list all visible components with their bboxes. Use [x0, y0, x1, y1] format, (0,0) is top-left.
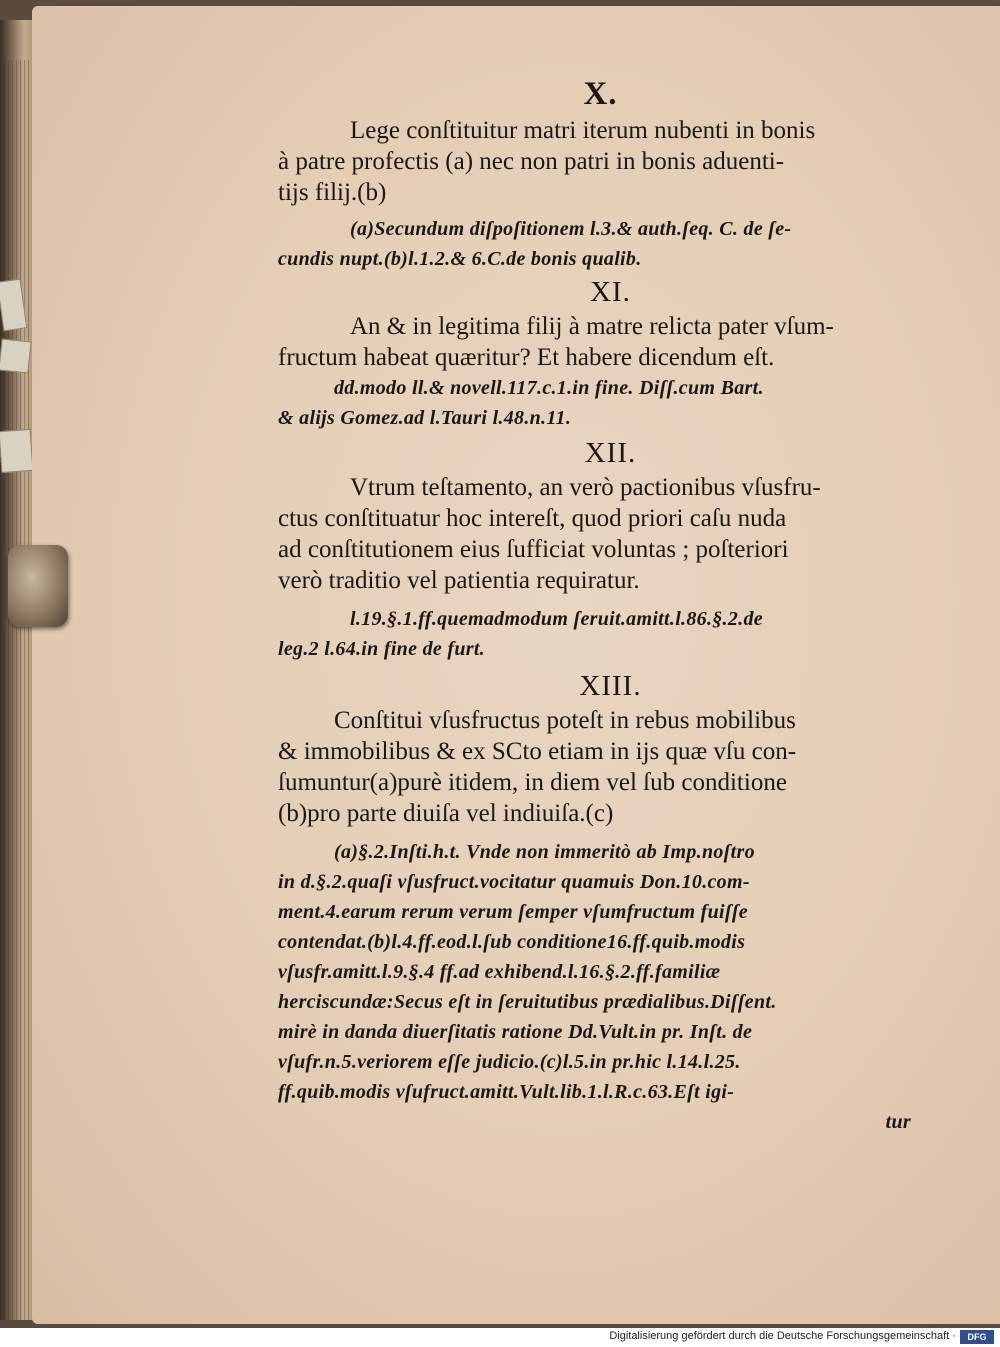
dfg-logo: DFG	[960, 1330, 994, 1344]
book-clasp	[8, 545, 68, 627]
footnote	[278, 373, 943, 433]
section-numeral: XII.	[584, 437, 637, 469]
note-line: mirè in danda diuerſitatis ratione Dd.Vult.in pr. Inſt. de	[278, 1021, 753, 1043]
text-line: verò traditio vel patientia requiratur.	[278, 567, 640, 594]
note-line: vſusfr.amitt.l.9.§.4 ff.ad exhibend.l.16.§.2.ff.familiæ	[278, 961, 721, 983]
section-text	[278, 705, 943, 829]
section-text	[278, 472, 943, 596]
text-line: fructum habeat quæritur? Et habere dicendum eſt.	[278, 344, 775, 371]
text-line: à patre profectis (a) nec non patri in bonis aduenti-	[278, 148, 785, 175]
note-line: dd.modo ll.& novell.117.c.1.in fine. Diſſ.cum Bart.	[334, 377, 764, 399]
page-edges	[4, 60, 34, 1320]
section-numeral: XI.	[590, 276, 631, 308]
section-text	[278, 311, 943, 373]
footnote	[278, 837, 943, 1137]
text-line: Conſtitui vſusfructus poteſt in rebus mobilibus	[334, 707, 796, 734]
footnote	[278, 604, 943, 664]
paper-tab	[0, 429, 33, 473]
section-text	[278, 115, 943, 208]
footer-bar	[0, 1328, 1000, 1347]
text-line: tijs filij.(b)	[278, 179, 387, 206]
text-line: Lege conſtituitur matri iterum nubenti in bonis	[350, 117, 816, 144]
page-text	[278, 78, 943, 1137]
footnote	[278, 214, 943, 274]
note-line: ment.4.earum rerum verum ſemper vſumfructum fuiſſe	[278, 901, 748, 923]
text-line: An & in legitima filij à matre relicta pater vſum-	[350, 313, 834, 340]
text-line: & immobilibus & ex SCto etiam in ijs quæ vſu con-	[278, 738, 797, 765]
section-numeral: X.	[583, 76, 618, 112]
text-line: Vtrum teſtamento, an verò pactionibus vſusfru-	[350, 474, 821, 501]
note-line: cundis nupt.(b)l.1.2.& 6.C.de bonis qualib.	[278, 248, 642, 270]
text-line: ctus conſtituatur hoc intereſt, quod priori caſu nuda	[278, 505, 787, 532]
catchword: tur	[885, 1111, 911, 1133]
text-line: (b)pro parte diuiſa vel indiuiſa.(c)	[278, 800, 614, 827]
note-line: l.19.§.1.ff.quemadmodum ſeruit.amitt.l.86.§.2.de	[350, 608, 763, 630]
note-line: (a)§.2.Inſti.h.t. Vnde non immeritò ab Imp.noſtro	[334, 841, 755, 863]
text-line: ad conſtitutionem eius ſufficiat voluntas ; poſteriori	[278, 536, 789, 563]
note-line: leg.2 l.64.in fine de furt.	[278, 638, 485, 660]
note-line: (a)Secundum diſpoſitionem l.3.& auth.ſeq. C. de ſe-	[350, 218, 792, 240]
note-line: contendat.(b)l.4.ff.eod.l.ſub conditione16.ff.quib.modis	[278, 931, 746, 953]
note-line: in d.§.2.quaſi vſusfruct.vocitatur quamuis Don.10.com-	[278, 871, 750, 893]
note-line: herciscundæ:Secus eſt in ſeruitutibus prædialibus.Diſſent.	[278, 991, 777, 1013]
note-line: ff.quib.modis vſufruct.amitt.Vult.lib.1.l.R.c.63.Eſt igi-	[278, 1081, 735, 1103]
note-line: vſufr.n.5.veriorem eſſe judicio.(c)l.5.in pr.hic l.14.l.25.	[278, 1051, 741, 1073]
paper-tab	[0, 339, 32, 374]
funding-credit: Digitalisierung gefördert durch die Deutsche Forschungsgemeinschaft ·	[609, 1330, 956, 1342]
section-numeral: XIII.	[579, 670, 642, 702]
text-line: ſumuntur(a)purè itidem, in diem vel ſub conditione	[278, 769, 787, 796]
note-line: & alijs Gomez.ad l.Tauri l.48.n.11.	[278, 407, 572, 429]
